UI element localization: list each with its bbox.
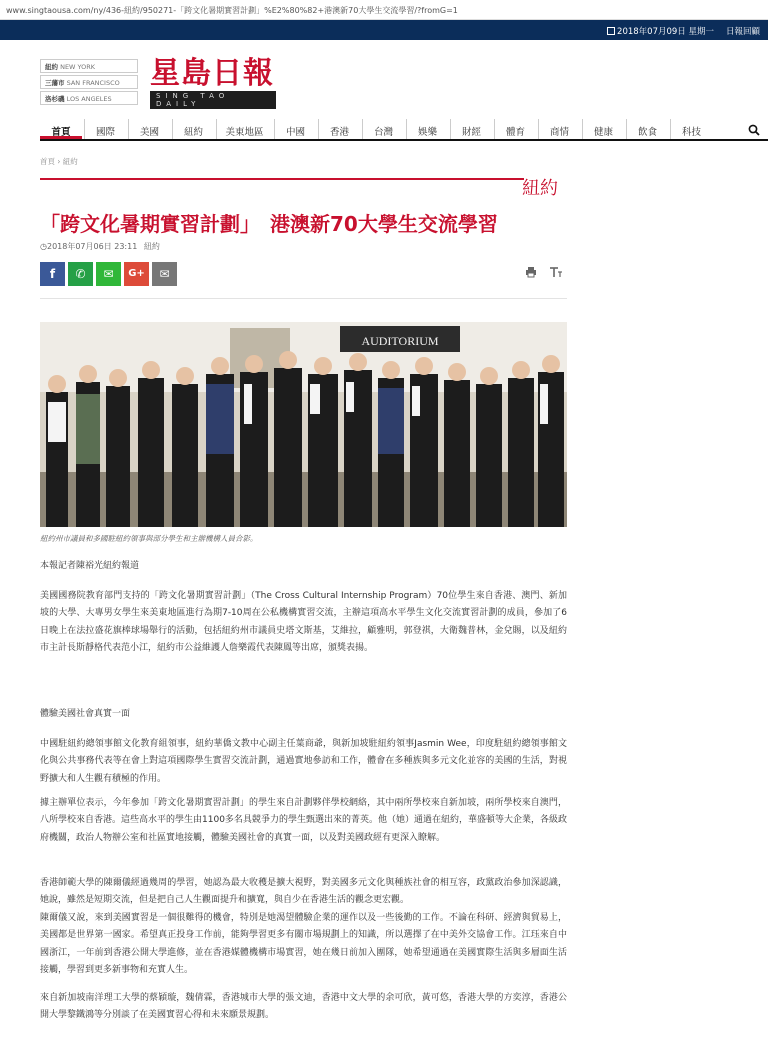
search-icon[interactable]	[748, 124, 760, 136]
article-datetime: 2018年07月06日 23:11	[46, 242, 138, 251]
logo-english: SING TAO DAILY	[150, 91, 276, 109]
nav-china[interactable]: 中國	[274, 119, 316, 139]
nav-east-coast[interactable]: 美東地區	[216, 119, 272, 139]
group-photo-illustration	[40, 322, 567, 527]
nav-business[interactable]: 商情	[538, 119, 580, 139]
nav-hong-kong[interactable]: 香港	[318, 119, 360, 139]
breadcrumb-home[interactable]: 首頁	[40, 157, 55, 166]
content-divider	[40, 298, 567, 299]
site-logo[interactable]	[150, 57, 276, 109]
email-icon[interactable]: ✉	[152, 262, 177, 286]
calendar-icon	[607, 27, 615, 35]
logo-chinese: 星島日報	[150, 56, 274, 91]
article-paragraph-4: 香港師範大學的陳爾儀經過幾周的學習，她認為最大收穫是擴大視野，對美國多元文化與種族社會的相互容，政黨政治參加深認識，她說，雖然是短期交流，但是把自己人生觀面提升和擴寬，與自少在香港生活的觀念更宏觀。	[40, 878, 567, 906]
breadcrumb	[40, 156, 78, 167]
article-category[interactable]: 紐約	[143, 242, 160, 251]
nav-sports[interactable]: 體育	[494, 119, 536, 139]
nav-international[interactable]: 國際	[84, 119, 126, 139]
nav-entertainment[interactable]: 娛樂	[406, 119, 448, 139]
wechat-icon[interactable]: ✉	[96, 262, 121, 286]
main-nav	[40, 119, 768, 141]
nav-tech[interactable]: 科技	[670, 119, 712, 139]
photo-caption: 紐約州市議員和多國駐紐約領事與部分學生和主辦機構人員合影。	[40, 534, 258, 543]
article-paragraph-5: 陳爾儀又說，來到美國實習是一個很難得的機會，特別是她渴望體驗企業的運作以及一些後勤的工作。不論在科研、經濟與貿易上，美國都是世界第一國家。希望真正投身工作前，能夠學習更多有關市場規劃上的知識，所以選擇了在中美外交協會工作。江珏來自中國浙江，一年前到香港公開大學進修，並在香港媒體機構市場實習，她在幾日前加入團隊，她希望通過在美國實際生活與多層面生活接觸，學習到更多新事物和充實人生。	[40, 913, 567, 975]
article-meta	[40, 241, 160, 252]
googleplus-icon[interactable]: G+	[124, 262, 149, 286]
article-paragraph-6: 來自新加坡南洋理工大學的蔡穎璇，魏倩霖，香港城市大學的張文迪，香港中文大學的余可欣，黃可悠，香港大學的方奕淳，香港公開大學黎鐵鴻等分別談了在美國實習心得和未來願景規劃。	[40, 993, 567, 1021]
whatsapp-icon[interactable]: ✆	[68, 262, 93, 286]
date-text: 2018年07月09日 星期一	[617, 27, 714, 37]
edition-san-francisco[interactable]: 三藩市 SAN FRANCISCO	[40, 75, 138, 89]
article-paragraph-3: 據主辦單位表示，今年參加「跨文化暑期實習計劃」的學生來自計劃夥伴學校網絡，其中兩所學校來自新加坡，兩所學校來自澳門，八所學校來自香港。這些高水平的學生由1100多名具競爭力的學生甄選出來的菁英。他（她）通過在紐約，華盛頓等大企業，各級政府機關，政治人物辦公室和社區實地接觸，體驗美國社會的真實一面，以及對美國政經有更深入瞭解。	[40, 798, 567, 843]
address-bar[interactable]: www.singtaousa.com/ny/436-紐約/950271-「跨文化暑期實習計劃」%E2%80%82+港澳新70大學生交流學習/?fromG=1	[0, 0, 768, 20]
nav-taiwan[interactable]: 台灣	[362, 119, 404, 139]
breadcrumb-separator: ›	[57, 157, 61, 166]
edition-new-york[interactable]: 紐約 NEW YORK	[40, 59, 138, 73]
section-title: 紐約	[522, 178, 558, 199]
article-subhead: 體驗美國社會真實一面	[40, 709, 131, 719]
auditorium-sign: AUDITORIUM	[361, 334, 439, 348]
article-photo[interactable]	[40, 322, 567, 527]
nav-home[interactable]: 首頁	[40, 119, 82, 139]
font-size-icon[interactable]	[549, 266, 563, 278]
section-divider	[40, 178, 524, 180]
nav-finance[interactable]: 財經	[450, 119, 492, 139]
edition-los-angeles[interactable]: 洛杉磯 LOS ANGELES	[40, 91, 138, 105]
article-title: 「跨文化暑期實習計劃」 港澳新70大學生交流學習	[40, 212, 498, 236]
archive-link[interactable]: 日報回顧	[725, 27, 760, 37]
top-bar	[0, 20, 768, 40]
print-icon[interactable]	[525, 266, 537, 278]
facebook-icon[interactable]: f	[40, 262, 65, 286]
nav-health[interactable]: 健康	[582, 119, 624, 139]
nav-food[interactable]: 飲食	[626, 119, 668, 139]
article-paragraph-2: 中國駐紐約總領事館文化教育組領事，紐約華僑文教中心副主任葉商爺，與新加坡駐紐約領事Jasmin Wee，印度駐紐約總領事館文化與公共事務代表等在會上對這項國際學生實習交流計劃，通過實地參訪和工作，體會在多種族與多元文化並容的美國的生活，對視野擴大和人生觀有積極的作用。	[40, 739, 567, 784]
nav-new-york[interactable]: 紐約	[172, 119, 214, 139]
breadcrumb-current[interactable]: 紐約	[62, 157, 78, 166]
edition-selector	[40, 59, 138, 107]
article-byline: 本報記者陳裕光紐約報道	[40, 561, 140, 571]
date-display	[607, 25, 714, 37]
clock-icon: ◷	[40, 242, 47, 251]
article-paragraph-1: 美國國務院教育部門支持的「跨文化暑期實習計劃」（The Cross Cultural Internship Program）70位學生來自香港、澳門、新加坡的大學、大專男女學生來美東地區進行為期7-10周在公私機構實習交流，主辦這項高水平學生文化交流實習計劃的成員，參加了6日晚上在法拉盛花旗棒球場舉行的活動，包括紐約州市議員史塔文斯基，艾維拉，顧雅明，郭登祺，大衛魏普林，金兌賜，以及紐約市主計長斯靜格代表范小江，紐約市公益維護人詹樂霞代表陳鳳等出席，頒獎表揚。	[40, 591, 567, 653]
nav-usa[interactable]: 美國	[128, 119, 170, 139]
